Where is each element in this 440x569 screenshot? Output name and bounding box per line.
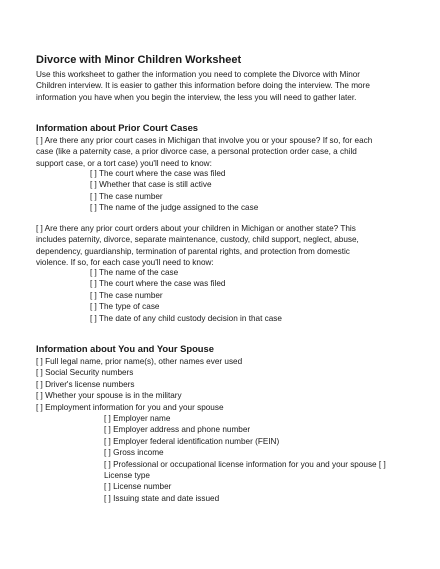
list-item: [ ] License number bbox=[104, 482, 172, 492]
intro-paragraph: Use this worksheet to gather the information you need to complete the Divorce with Minor Children interview. It is easier to gather this information before doing the interview. The more information you have when you begin the interview, the less you will need to gather later. bbox=[36, 70, 370, 102]
list-item: [ ] The name of the judge assigned to the case bbox=[90, 203, 259, 213]
court-orders-checklist bbox=[90, 267, 282, 324]
list-item: [ ] Whether your spouse is in the military bbox=[36, 391, 182, 401]
list-item: [ ] Driver's license numbers bbox=[36, 379, 135, 389]
list-item: [ ] The case number bbox=[90, 191, 163, 201]
prior-cases-question: [ ] Are there any prior court cases in Michigan that involve you or your spouse? If so, for each case (like a paternity case, a prior divorce case, a personal protection order case, a child support case, or a tort case) you'll need to know: bbox=[36, 136, 373, 168]
list-item: [ ] Whether that case is still active bbox=[90, 180, 212, 190]
prior-cases-checklist bbox=[90, 168, 258, 214]
list-item: [ ] Professional or occupational license information for you and your spouse [ ] License type bbox=[104, 459, 386, 481]
section-heading-prior-court-cases: Information about Prior Court Cases bbox=[36, 122, 198, 133]
employment-checklist bbox=[104, 413, 386, 504]
list-item: [ ] The court where the case was filed bbox=[90, 169, 226, 178]
list-item: [ ] The court where the case was filed bbox=[90, 279, 226, 289]
list-item: [ ] Employer name bbox=[104, 414, 171, 423]
list-item: [ ] Employer federal identification number (FEIN) bbox=[104, 436, 280, 446]
list-item: [ ] The date of any child custody decision in that case bbox=[90, 313, 282, 323]
list-item: [ ] Employer address and phone number bbox=[104, 425, 251, 435]
section-heading-you-and-spouse: Information about You and Your Spouse bbox=[36, 343, 214, 354]
list-item: [ ] The name of the case bbox=[90, 268, 179, 277]
list-item: [ ] The case number bbox=[90, 290, 163, 300]
list-item: [ ] Employment information for you and your spouse bbox=[36, 402, 224, 412]
list-item: [ ] Gross income bbox=[104, 448, 164, 458]
page-title: Divorce with Minor Children Worksheet bbox=[36, 54, 242, 66]
list-item: [ ] The type of case bbox=[90, 302, 160, 312]
list-item: [ ] Issuing state and date issued bbox=[104, 493, 220, 503]
list-item: [ ] Social Security numbers bbox=[36, 368, 134, 378]
court-orders-question: [ ] Are there any prior court orders about your children in Michigan or another state? This includes paternity, divorce, separate maintenance, custody, child support, neglect, abuse, dependency, guardianship, termination of parental rights, and protection from domestic violence. If so, for each case you'll need to know: bbox=[36, 224, 359, 268]
list-item: [ ] Full legal name, prior name(s), other names ever used bbox=[36, 357, 243, 366]
you-and-spouse-checklist bbox=[36, 356, 242, 413]
